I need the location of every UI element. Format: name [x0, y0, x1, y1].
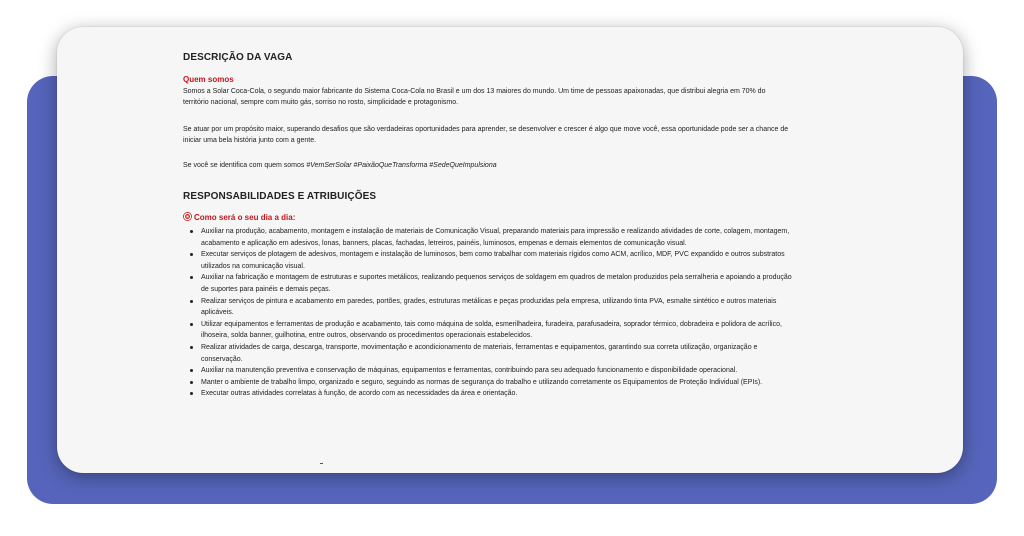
list-item: Realizar serviços de pintura e acabamento em paredes, portões, grades, estruturas metálicas e peças produzidas pela empresa, utilizando tinta PVA, esmalte sintético e outros materiais aplicáveis. — [197, 296, 797, 319]
about-title: Quem somos — [183, 75, 234, 84]
list-item: Realizar atividades de carga, descarga, transporte, movimentação e acondicionamento de materiais, ferramentas e equipamentos, garantindo sua correta utilização, organização e conservação. — [197, 342, 797, 365]
responsibilities-list — [183, 226, 797, 400]
list-item: Manter o ambiente de trabalho limpo, organizado e seguro, seguindo as normas de segurança do trabalho e utilizando corretamente os Equipamentos de Proteção Individual (EPIs). — [197, 377, 797, 389]
identify-text: Se você se identifica com quem somos — [183, 162, 307, 169]
responsibilities-heading: RESPONSABILIDADES E ATRIBUIÇÕES — [183, 191, 377, 202]
responsibilities-subtitle-text: Como será o seu dia a dia: — [194, 213, 296, 222]
responsibilities-subtitle — [183, 212, 295, 222]
divider-mark — [320, 463, 323, 464]
job-description-card — [57, 27, 963, 473]
list-item: Utilizar equipamentos e ferramentas de produção e acabamento, tais como máquina de solda, esmerilhadeira, furadeira, parafusadeira, soprador térmico, dobradeira e polidora de acrílico, ilhoseira, solda banner, guilhotina, entre outros, observando os procedimentos operacionais estabelecidos. — [197, 319, 797, 342]
identify-line — [183, 160, 791, 171]
list-item: Auxiliar na produção, acabamento, montagem e instalação de materiais de Comunicação Visual, preparando materiais para impressão e realizando atividades de corte, colagem, montagem, acabamento e aplicação em adesivos, lonas, banners, placas, fachadas, letreiros, painéis, luminosos, empenas e demais elementos de comunicação visual. — [197, 226, 797, 249]
target-icon — [183, 212, 192, 221]
purpose-text: Se atuar por um propósito maior, superando desafios que são verdadeiras oportunidades para aprender, se desenvolver e crescer é algo que move você, essa oportunidade pode ser a chance de iniciar uma bela história junto com a gente. — [183, 126, 789, 144]
hashtags: #VemSerSolar #PaixãoQueTransforma #SedeQueImpulsiona — [306, 162, 497, 169]
list-item: Executar serviços de plotagem de adesivos, montagem e instalação de luminosos, bem como trabalhar com materiais rígidos como ACM, acrílico, MDF, PVC expandido e outros substratos utilizados na comunicação visual. — [197, 249, 797, 272]
list-item: Executar outras atividades correlatas à função, de acordo com as necessidades da área e orientação. — [197, 388, 797, 400]
about-text: Somos a Solar Coca-Cola, o segundo maior fabricante do Sistema Coca-Cola no Brasil e um dos 13 maiores do mundo. Um time de pessoas apaixonadas, que distribui alegria em 70% do território nacional, sempre com muito gás, sorriso no rosto, simplicidade e protagonismo. — [183, 88, 766, 106]
list-item: Auxiliar na manutenção preventiva e conservação de máquinas, equipamentos e ferramentas, contribuindo para seu adequado funcionamento e disponibilidade operacional. — [197, 365, 797, 377]
list-item: Auxiliar na fabricação e montagem de estruturas e suportes metálicos, realizando pequenos serviços de soldagem em quadros de metalon produzidos pela serralheria e apoiando a produção de suportes para painéis e demais peças. — [197, 272, 797, 295]
vacancy-heading: DESCRIÇÃO DA VAGA — [183, 52, 293, 63]
